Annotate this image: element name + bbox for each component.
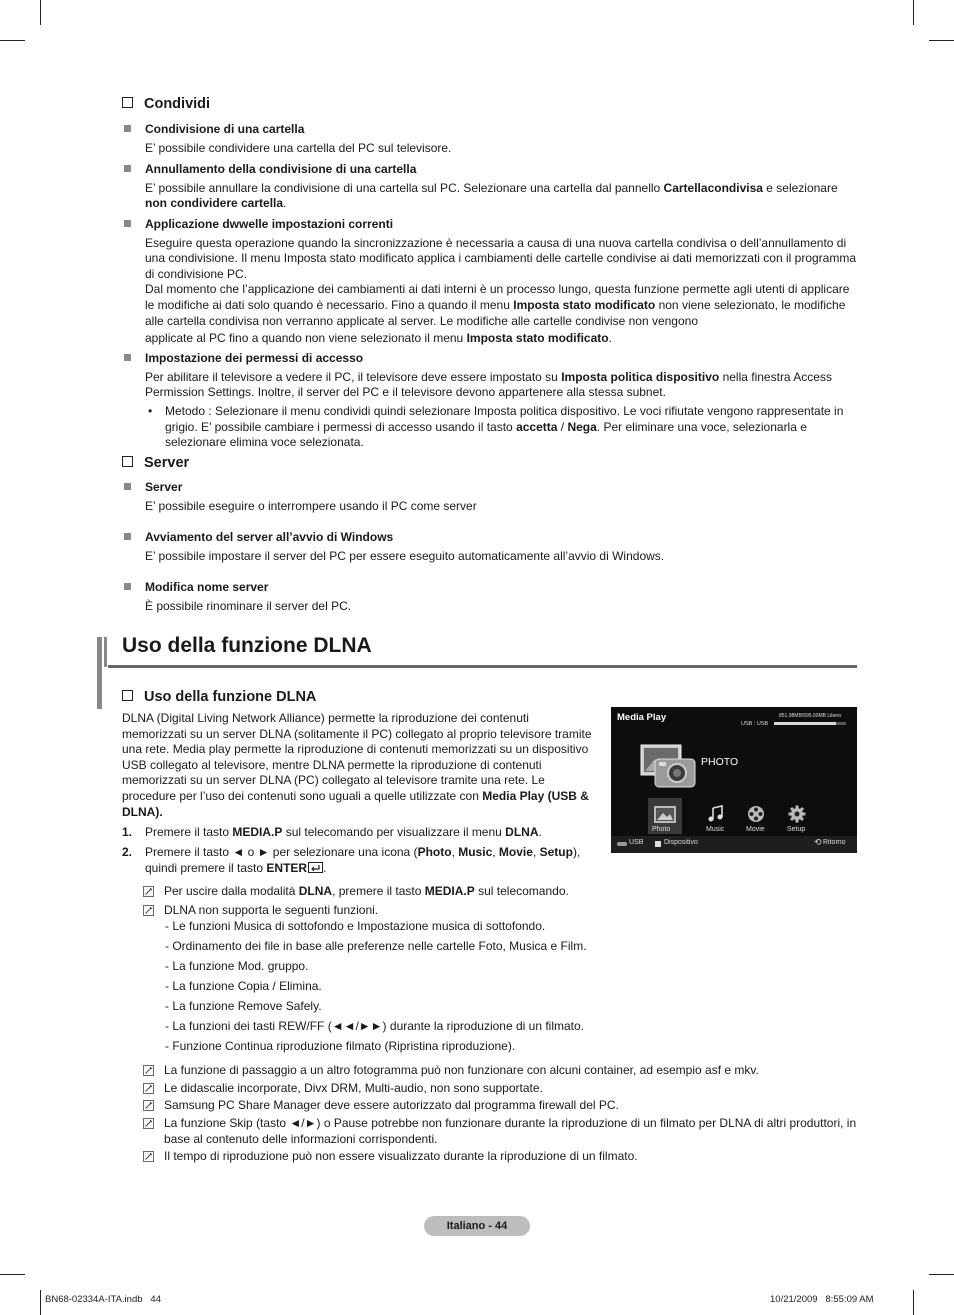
crop-mark	[0, 1274, 25, 1275]
page-number-badge: Italiano - 44	[424, 1216, 530, 1236]
menu-label-movie: Movie	[746, 826, 765, 833]
dot-bullet-icon: •	[148, 404, 153, 418]
crop-mark	[40, 1290, 41, 1315]
note-5: Samsung PC Share Manager deve essere autorizzato dal programma firewall del PC.	[143, 1098, 863, 1114]
bottom-return-label: Ritorno	[823, 839, 846, 846]
photo-large-icon	[639, 743, 697, 789]
heading-rule	[108, 665, 857, 668]
note-pencil-icon	[143, 886, 154, 897]
square-bullet-icon	[124, 483, 131, 490]
item-modifica-nome: Modifica nome server È possibile rinominare il server del PC.	[122, 580, 862, 614]
square-button-icon	[655, 841, 661, 847]
bottom-bar	[611, 836, 857, 853]
menu-label-music: Music	[706, 826, 725, 833]
heading-bar	[97, 637, 102, 709]
item-avviamento: Avviamento del server all’avvio di Windows E’ possibile impostare il server del PC per essere eseguito automaticamente all’avvio di Windows.	[122, 530, 862, 564]
checkbox-icon	[122, 690, 133, 701]
square-bullet-icon	[124, 220, 131, 227]
note-6: La funzione Skip (tasto ◄/►) o Pause potrebbe non funzionare durante la riproduzione di un filmato per DLNA di altri produttori, in base al contenuto delle informazioni corrispondenti.	[143, 1116, 863, 1147]
section-heading-condividi: Condividi	[122, 96, 210, 112]
usb-button-icon	[617, 841, 627, 847]
note-pencil-icon	[143, 1118, 154, 1129]
square-bullet-icon	[124, 533, 131, 540]
section-heading-dlna: Uso della funzione DLNA	[122, 689, 316, 705]
note-4: Le didascalie incorporate, Divx DRM, Multi-audio, non sono supportate.	[143, 1081, 863, 1097]
square-bullet-icon	[124, 354, 131, 361]
dash-item: - La funzioni dei tasti REW/FF (◄◄/►►) durante la riproduzione di un filmato.	[165, 1019, 585, 1033]
dash-item: - La funzione Copia / Elimina.	[165, 979, 322, 993]
note-3: La funzione di passaggio a un altro fotogramma può non funzionare con alcuni container, ad esempio asf e mkv.	[143, 1063, 863, 1079]
media-play-screenshot	[611, 707, 857, 853]
media-play-title: Media Play	[617, 712, 667, 723]
square-bullet-icon	[124, 165, 131, 172]
note-pencil-icon	[143, 1151, 154, 1162]
crop-mark	[0, 40, 25, 41]
page-title: Uso della funzione DLNA	[122, 634, 372, 657]
square-bullet-icon	[124, 583, 131, 590]
film-reel-icon[interactable]	[747, 805, 765, 823]
return-icon: ⟲	[814, 837, 822, 847]
item-text: E’ possibile annullare la condivisione di una cartella sul PC. Selezionare una cartella dal pannello Cartellacondivisa e selezionare non condividere cartella.	[145, 180, 838, 211]
storage-bar-fill	[774, 722, 836, 725]
checkbox-icon	[122, 456, 133, 467]
note-1: Per uscire dalla modalità DLNA, premere il tasto MEDIA.P sul telecomando.	[143, 884, 863, 900]
bullet-metodo: • Metodo : Selezionare il menu condividi quindi selezionare Imposta politica dispositivo. Le voci rifiutate vengono rappresentate in grigio. E’ possibile cambiare i permessi di accesso usando il tasto accetta / Nega. Per eliminare una voce, selezionarla e selezionare elimina voce selezionata.	[148, 404, 844, 450]
item-annullamento: Annullamento della condivisione di una cartella E’ possibile annullare la condivisione di una cartella sul PC. Selezionare una cartella dal pannello Cartellacondivisa e selezionare non condividere cartella.	[122, 162, 862, 212]
step-2: 2. Premere il tasto ◄ o ► per selezionare una icona (Photo, Music, Movie, Setup), quindi premere il tasto ENTER .	[122, 845, 581, 875]
dash-item: - La funzione Remove Safely.	[165, 999, 322, 1013]
square-bullet-icon	[124, 125, 131, 132]
dash-item: - Le funzioni Musica di sottofondo e Impostazione musica di sottofondo.	[165, 919, 546, 933]
note-pencil-icon	[143, 1100, 154, 1111]
dash-item: - Funzione Continua riproduzione filmato (Ripristina riproduzione).	[165, 1039, 516, 1053]
music-note-icon[interactable]	[707, 805, 725, 823]
checkbox-icon	[122, 97, 133, 108]
crop-mark	[929, 1274, 954, 1275]
dash-item: - Ordinamento dei file in base alle preferenze nelle cartelle Foto, Musica e Film.	[165, 939, 587, 953]
crop-mark	[929, 40, 954, 41]
item-text: Eseguire questa operazione quando la sincronizzazione è necessaria a causa di una nuova cartella condivisa o dell’annullamento di una condivisione. Il menu Imposta stato modificato applica i cambiamenti delle cartelle condivise ai dati memorizzati con il programma di condivisione PC. Dal momento che l’applicazione dei cambiamenti ai dati interni è un processo lungo, questa funzione permette agli utenti di applicare le modifiche ai dati solo quando è necessario. Fino a quando il menu Imposta stato modificato non viene selezionato, le modifiche alle cartella condivisa non verranno applicate al server. Le modifiche alle cartelle condivise non vengono applicate al PC fino a quando non viene selezionato il menu Imposta stato modificato.	[145, 235, 856, 346]
menu-label-photo: Photo	[652, 826, 671, 833]
note-2: DLNA non supporta le seguenti funzioni.	[143, 903, 863, 919]
crop-mark	[40, 0, 41, 25]
item-server: Server E’ possibile eseguire o interrompere usando il PC come server	[122, 480, 862, 514]
crop-mark	[913, 1290, 914, 1315]
item-text: Per abilitare il televisore a vedere il PC, il televisore deve essere impostato su Imposta politica dispositivo nella finestra Access Permission Settings. Inoltre, il server del PC e il televisore devono appartenere alla stessa subnet.	[145, 369, 832, 400]
selected-category-label: PHOTO	[701, 756, 739, 768]
dash-item: - La funzione Mod. gruppo.	[165, 959, 309, 973]
note-pencil-icon	[143, 1065, 154, 1076]
note-pencil-icon	[143, 1083, 154, 1094]
item-condivisione: Condivisione di una cartella E’ possibile condividere una cartella del PC sul televisore.	[122, 122, 862, 156]
enter-key-icon	[308, 862, 323, 873]
heading-bar	[104, 637, 107, 667]
dlna-intro: DLNA (Digital Living Network Alliance) permette la riproduzione dei contenuti memorizzati su un server DLNA (solitamente il PC) collegato al proprio televisore tramite una rete. Media play permette la riproduzione di contenuti memorizzati su un dispositivo USB collegato al televisore, mentre DLNA permette la riproduzione di contenuti memorizzati su un server DLNA (PC) collegato al televisore tramite una rete. Le procedure per l’uso dei contenuti sono uguali a quelle utilizzate con Media Play (USB & DLNA).	[122, 711, 592, 819]
print-datetime: 10/21/2009 8:55:09 AM	[770, 1294, 874, 1305]
bottom-usb-label: USB	[629, 839, 644, 846]
note-7: Il tempo di riproduzione può non essere visualizzato durante la riproduzione di un filmato.	[143, 1149, 863, 1165]
note-pencil-icon	[143, 905, 154, 916]
gear-icon[interactable]	[788, 805, 806, 823]
item-permessi: Impostazione dei permessi di accesso Per abilitare il televisore a vedere il PC, il televisore deve essere impostato su Imposta politica dispositivo nella finestra Access Permission Settings. Inoltre, il server del PC e il televisore devono appartenere alla stessa subnet.	[122, 351, 862, 401]
crop-mark	[913, 0, 914, 25]
storage-bar	[774, 722, 846, 725]
item-applicazione: Applicazione dwwelle impostazioni correnti Eseguire questa operazione quando la sincronizzazione è necessaria a causa di una nuova cartella condivisa o dell’annullamento di una condivisione. Il menu Imposta stato modificato applica i cambiamenti delle cartelle condivise ai dati memorizzati con il programma di condivisione PC. Dal momento che l’applicazione dei cambiamenti ai dati interni è un processo lungo, questa funzione permette agli utenti di applicare le modifiche ai dati solo quando è necessario. Fino a quando il menu Imposta stato modificato non viene selezionato, le modifiche alle cartella condivisa non verranno applicate al server. Le modifiche alle cartelle condivise non vengono applicate al PC fino a quando non viene selezionato il menu Imposta stato modificato.	[122, 217, 862, 347]
menu-label-setup: Setup	[787, 826, 806, 833]
section-heading-server: Server	[122, 455, 189, 471]
file-label: BN68-02334A-ITA.indb 44	[45, 1294, 162, 1305]
free-space-label: 851.98MB/995.00MB Libero	[779, 713, 842, 719]
usb-label: USB : USB	[741, 721, 769, 727]
bottom-device-label: Dispositivo	[664, 839, 698, 846]
photo-icon[interactable]	[653, 805, 677, 825]
step-1: 1. Premere il tasto MEDIA.P sul telecomando per visualizzare il menu DLNA.	[122, 825, 542, 839]
